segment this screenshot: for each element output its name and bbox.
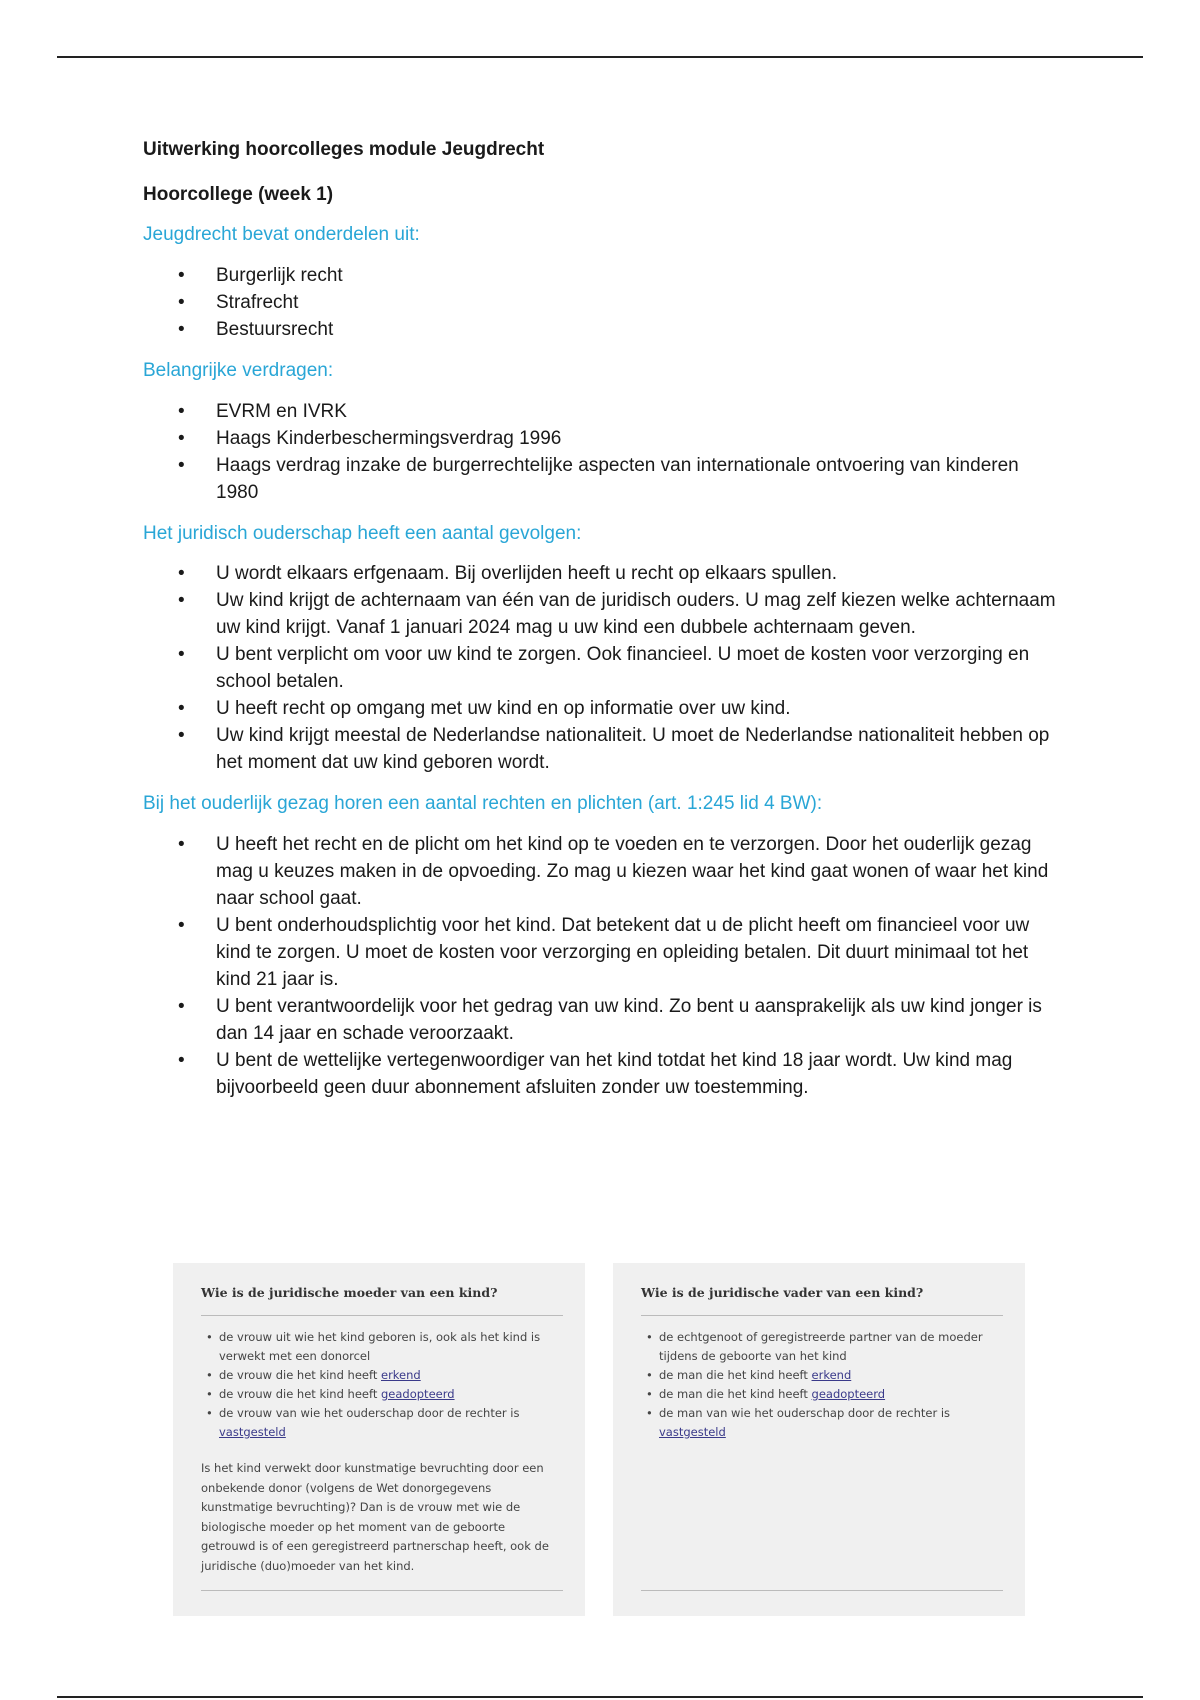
vastgesteld-link[interactable]: vastgesteld	[659, 1425, 726, 1439]
panel-list	[641, 1328, 1003, 1442]
panel-title: Wie is de juridische moeder van een kind?	[201, 1285, 498, 1300]
list-item: • Strafrecht	[143, 289, 1063, 316]
panel-note: Is het kind verwekt door kunstmatige bevruchting door een onbekende donor (volgens de Wet donorgegevens kunstmatige bevruchting)? Dan is de vrouw met wie de biologische moeder op het moment van de geboorte getrouwd is of een geregistreerd partnerschap heeft, ook de juridische (duo)moeder van het kind.	[201, 1461, 549, 1573]
list-item: • Haags verdrag inzake de burgerrechtelijke aspecten van internationale ontvoering van kinderen 1980	[143, 452, 1063, 506]
bullet-list	[143, 398, 1063, 506]
list-item: • U bent verplicht om voor uw kind te zorgen. Ook financieel. U moet de kosten voor verzorging en school betalen.	[143, 641, 1063, 695]
mother-info-panel	[173, 1263, 585, 1616]
panel-divider	[201, 1315, 563, 1316]
father-info-panel	[613, 1263, 1025, 1616]
section-heading: Belangrijke verdragen:	[143, 360, 334, 382]
list-item-text: de man van wie het ouderschap door de rechter is	[659, 1406, 951, 1420]
bullet-list	[143, 831, 1063, 1101]
document-body	[143, 138, 1063, 1117]
list-item: • de vrouw uit wie het kind geboren is, ook als het kind is verwekt met een donorcel	[201, 1328, 563, 1366]
list-item: • U bent de wettelijke vertegenwoordiger van het kind totdat het kind 18 jaar wordt. Uw kind mag bijvoorbeeld geen duur abonnement afsluiten zonder uw toestemming.	[143, 1047, 1063, 1101]
header-rule	[57, 56, 1143, 58]
list-item: • U bent onderhoudsplichtig voor het kind. Dat betekent dat u de plicht heeft om financieel voor uw kind te zorgen. U moet de kosten voor verzorging en opleiding betalen. Dit duurt minimaal tot het kind 21 jaar is.	[143, 912, 1063, 993]
list-item	[201, 1404, 563, 1442]
list-item: • Burgerlijk recht	[143, 262, 1063, 289]
panel-divider	[641, 1590, 1003, 1591]
geadopteerd-link[interactable]: geadopteerd	[381, 1387, 455, 1401]
panel-list	[201, 1328, 563, 1442]
footer-rule	[57, 1696, 1143, 1698]
list-item-text: de vrouw van wie het ouderschap door de rechter is	[219, 1406, 520, 1420]
list-item	[201, 1366, 563, 1385]
geadopteerd-link[interactable]: geadopteerd	[811, 1387, 886, 1401]
list-item: • de echtgenoot of geregistreerde partner van de moeder tijdens de geboorte van het kind	[641, 1328, 1003, 1366]
lecture-subtitle: Hoorcollege (week 1)	[143, 183, 334, 205]
list-item: • U wordt elkaars erfgenaam. Bij overlijden heeft u recht op elkaars spullen.	[143, 560, 1063, 587]
erkend-link[interactable]: erkend	[381, 1368, 421, 1382]
document-title: Uitwerking hoorcolleges module Jeugdrecht	[143, 139, 545, 160]
list-item: • Uw kind krijgt de achternaam van één van de juridisch ouders. U mag zelf kiezen welke achternaam uw kind krijgt. Vanaf 1 januari 2024 mag u uw kind een dubbele achternaam geven.	[143, 587, 1063, 641]
list-item: • Haags Kinderbeschermingsverdrag 1996	[143, 425, 1063, 452]
list-item-text: de man die het kind heeft	[659, 1387, 812, 1401]
list-item: • Uw kind krijgt meestal de Nederlandse nationaliteit. U moet de Nederlandse nationaliteit hebben op het moment dat uw kind geboren wordt.	[143, 722, 1063, 776]
list-item-text: de vrouw die het kind heeft	[219, 1387, 381, 1401]
erkend-link[interactable]: erkend	[811, 1368, 852, 1382]
list-item: • Bestuursrecht	[143, 316, 1063, 343]
section-heading: Jeugdrecht bevat onderdelen uit:	[143, 224, 420, 246]
panel-title: Wie is de juridische vader van een kind?	[641, 1285, 924, 1300]
section-heading: Bij het ouderlijk gezag horen een aantal rechten en plichten (art. 1:245 lid 4 BW):	[143, 793, 823, 815]
section-heading: Het juridisch ouderschap heeft een aantal gevolgen:	[143, 522, 582, 544]
panel-divider	[201, 1590, 563, 1591]
bullet-list	[143, 262, 1063, 343]
list-item-text: de vrouw die het kind heeft	[219, 1368, 381, 1382]
panel-divider	[641, 1315, 1003, 1316]
vastgesteld-link[interactable]: vastgesteld	[219, 1425, 286, 1439]
list-item	[641, 1404, 1003, 1442]
list-item: • U bent verantwoordelijk voor het gedrag van uw kind. Zo bent u aansprakelijk als uw kind jonger is dan 14 jaar en schade veroorzaakt.	[143, 993, 1063, 1047]
list-item-text: de man die het kind heeft	[659, 1368, 812, 1382]
list-item	[201, 1385, 563, 1404]
list-item: • U heeft recht op omgang met uw kind en op informatie over uw kind.	[143, 695, 1063, 722]
list-item	[641, 1385, 1003, 1404]
list-item: • U heeft het recht en de plicht om het kind op te voeden en te verzorgen. Door het ouderlijk gezag mag u keuzes maken in de opvoeding. Zo mag u kiezen waar het kind gaat wonen of waar het kind naar school gaat.	[143, 831, 1063, 912]
list-item	[641, 1366, 1003, 1385]
bullet-list	[143, 560, 1063, 776]
list-item: • EVRM en IVRK	[143, 398, 1063, 425]
